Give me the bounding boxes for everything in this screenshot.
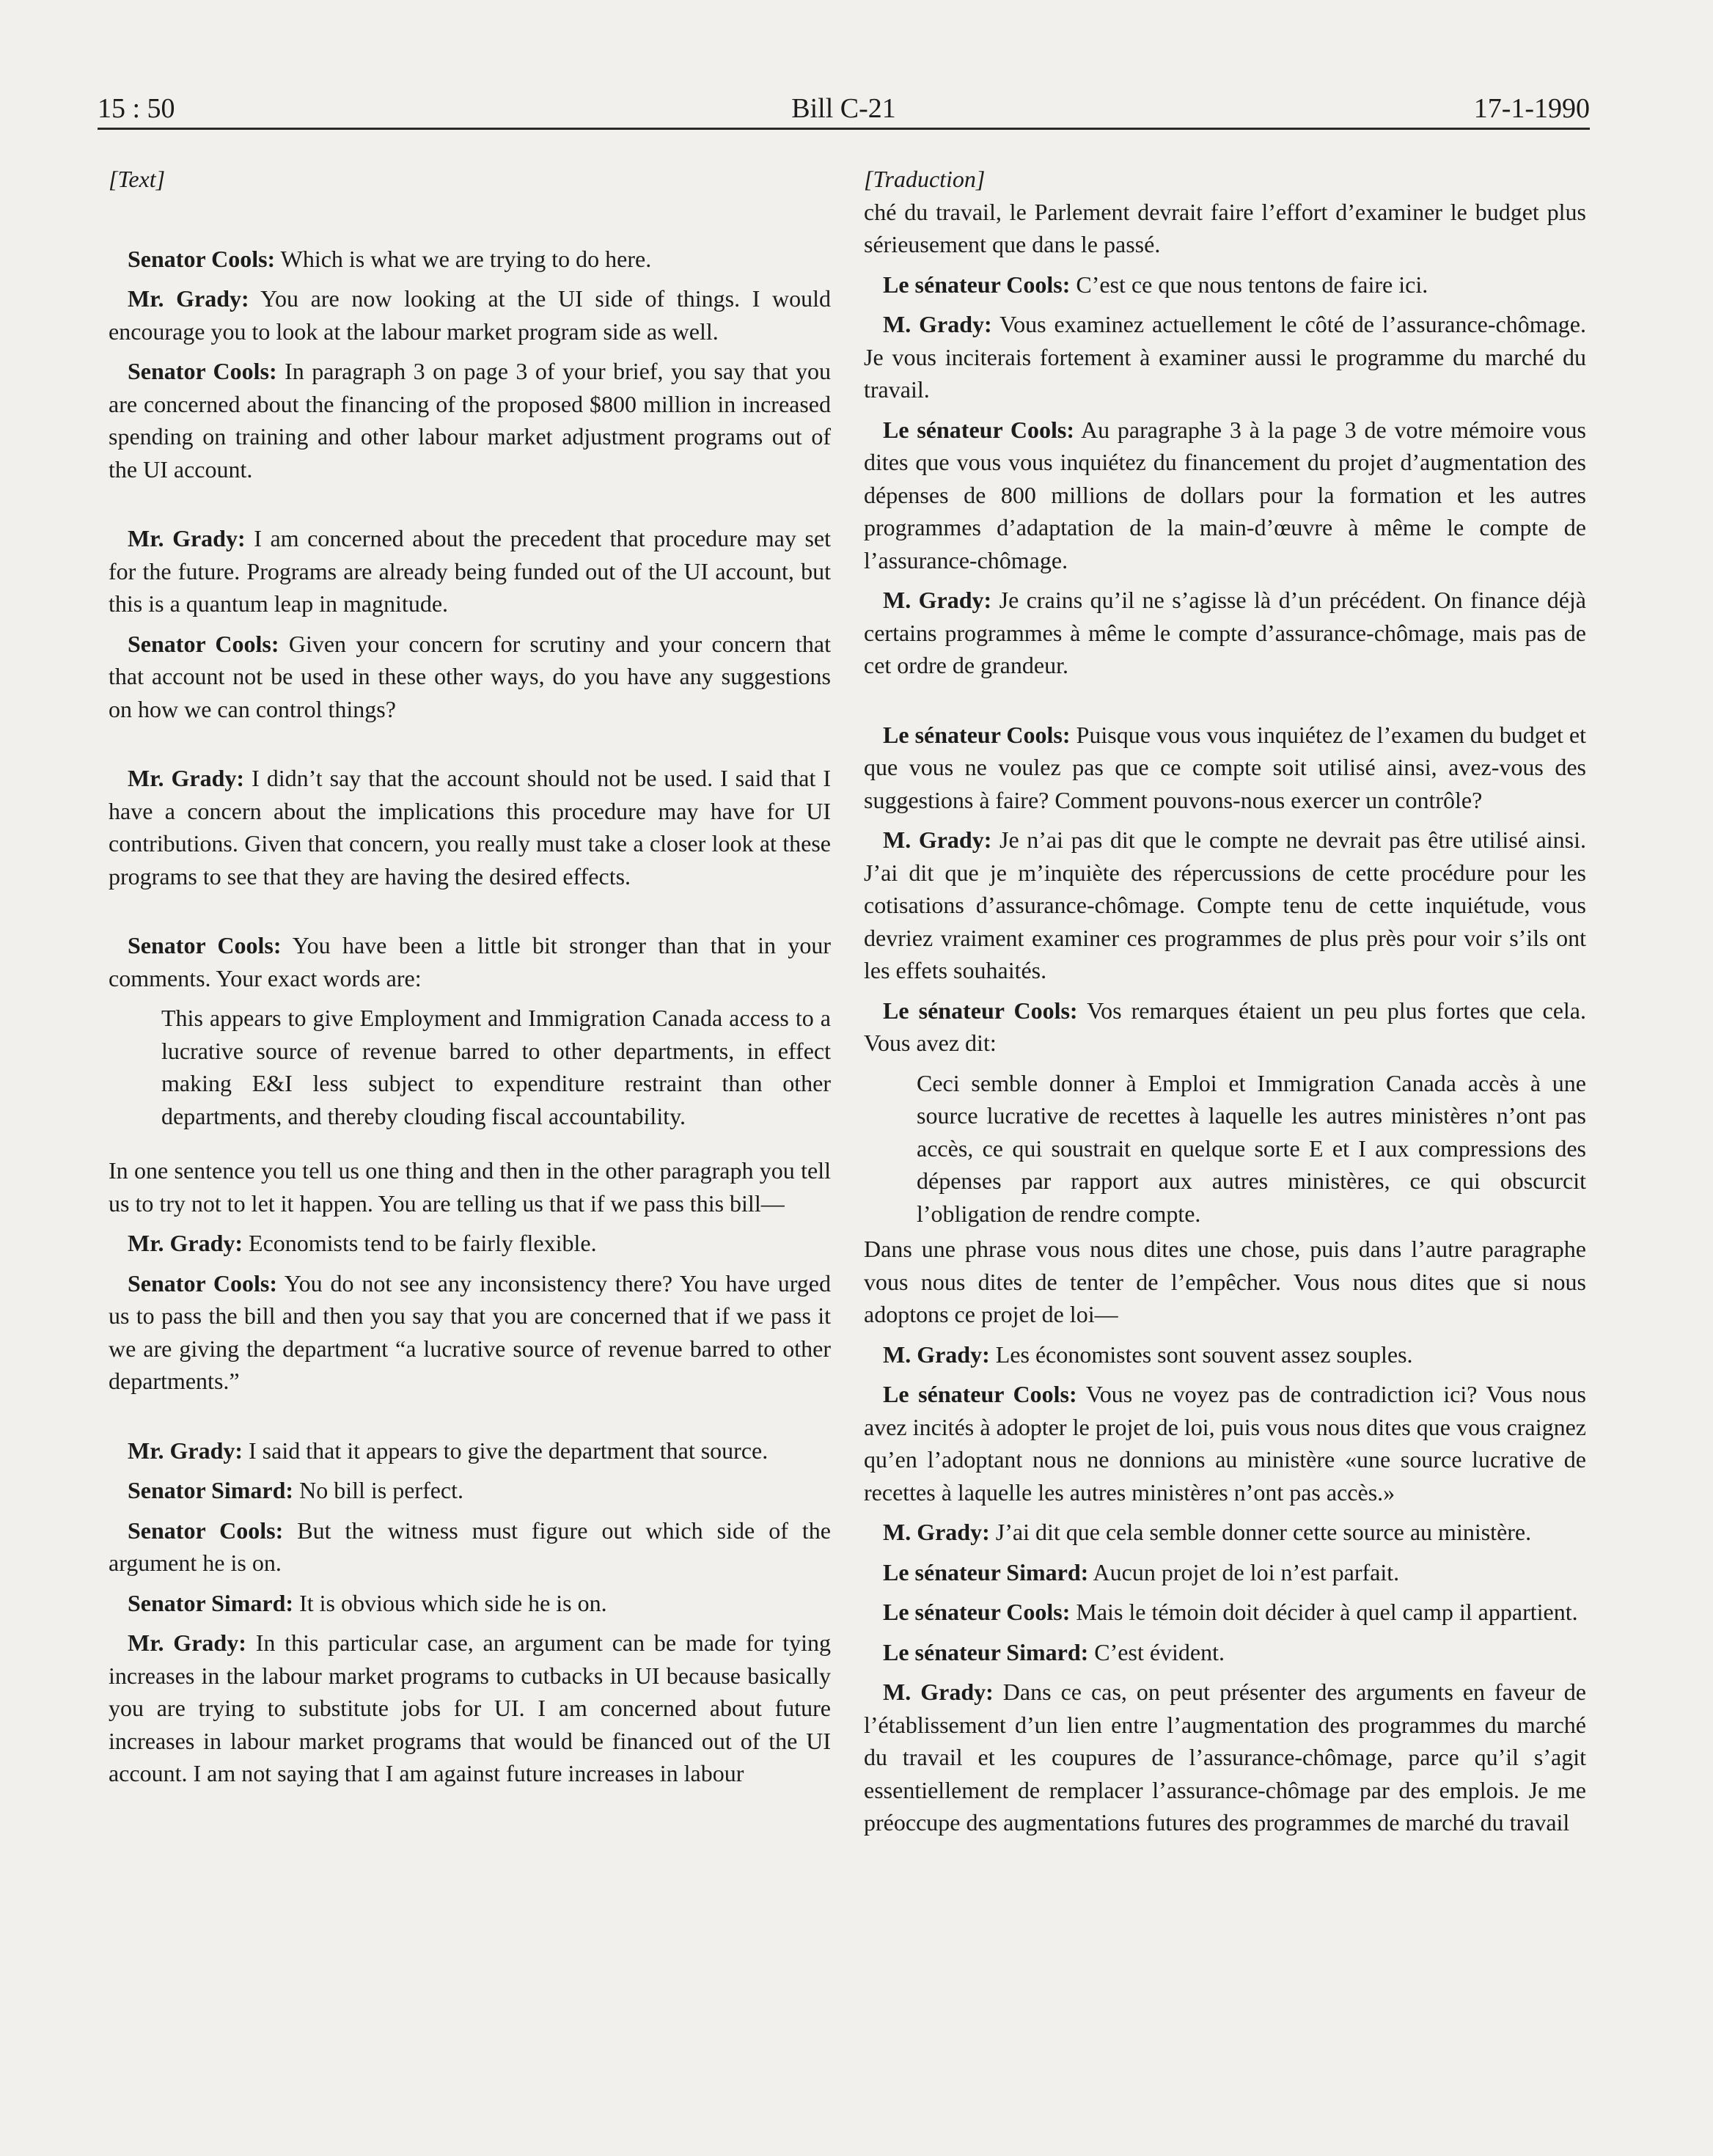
speaker-name: Senator Simard: xyxy=(128,1589,294,1616)
speaker-name: Senator Cools: xyxy=(128,358,277,384)
paragraph xyxy=(109,1627,831,1790)
paragraph xyxy=(109,929,831,994)
speech-text: I said that it appears to give the department that source. xyxy=(243,1437,769,1464)
speaker-name: Mr. Grady: xyxy=(128,1230,243,1256)
speaker-name: Le sénateur Cools: xyxy=(883,997,1078,1024)
speaker-name: Le sénateur Cools: xyxy=(883,1381,1077,1407)
page-number: 15 : 50 xyxy=(98,93,175,124)
paragraph xyxy=(109,628,831,726)
block-quote: This appears to give Employment and Immigration Canada access to a lucrative source of revenue barred to other departments, in effect making E&I less subject to expenditure restraint than other departments, and thereby clouding fiscal accountability. xyxy=(161,1005,831,1129)
speech-text: Economists tend to be fairly flexible. xyxy=(243,1230,597,1256)
speaker-name: M. Grady: xyxy=(883,826,992,853)
speech-text: In this particular case, an argument can be made for tying increases in the labour market programs to cutbacks in UI because basically you are trying to substitute jobs for UI. I am concerned about future increases in labour market programs that would be financed out of the UI account. I am not saying that I am against future increases in labour xyxy=(109,1629,832,1786)
speaker-name: Mr. Grady: xyxy=(128,765,245,791)
paragraph xyxy=(864,1556,1586,1589)
paragraph xyxy=(864,414,1586,577)
paragraph xyxy=(109,282,831,348)
speaker-name: Le sénateur Simard: xyxy=(883,1558,1089,1585)
speaker-name: M. Grady: xyxy=(883,1519,990,1545)
speech-text: You have been a little bit stronger than that in your comments. Your exact words are: xyxy=(109,932,832,991)
page-header xyxy=(98,81,1590,128)
speaker-name: Senator Cools: xyxy=(128,245,276,272)
speaker-name: M. Grady: xyxy=(883,1679,994,1705)
speech-text: In paragraph 3 on page 3 of your brief, you say that you are concerned about the financing of the proposed $800 million in increased spending on training and other labour market adjustment programs out of the UI account. xyxy=(109,358,832,483)
paragraph xyxy=(109,1587,831,1620)
speech-text: You are now looking at the UI side of things. I would encourage you to look at the labour market program side as well. xyxy=(109,285,832,345)
paragraph xyxy=(864,1516,1586,1549)
paragraph xyxy=(109,243,831,276)
speech-text: Je crains qu’il ne s’agisse là d’un précédent. On finance déjà certains programmes à même le compte d’assurance-chômage, mais pas de cet ordre de grandeur. xyxy=(864,587,1587,678)
header-date: 17-1-1990 xyxy=(1473,93,1590,124)
paragraph xyxy=(109,1227,831,1260)
speech-text: Les économistes sont souvent assez souples. xyxy=(989,1341,1413,1368)
block-quote: Ceci semble donner à Emploi et Immigration Canada accès à une source lucrative de recettes à laquelle les autres ministères n’ont pas accès, ce qui soustrait en quelque sorte E et I aux compressions des dépenses par rapport aux autres ministères, ce qui obscurcit l’obligation de rendre compte. xyxy=(917,1069,1586,1227)
speaker-name: Mr. Grady: xyxy=(128,285,249,312)
speaker-name: Senator Cools: xyxy=(128,630,279,657)
speaker-name: Le sénateur Cools: xyxy=(883,271,1071,298)
paragraph xyxy=(864,1378,1586,1508)
paragraph: ché du travail, le Parlement devrait faire l’effort d’examiner le budget plus sérieusement que dans le passé. xyxy=(864,198,1586,257)
speaker-name: Mr. Grady: xyxy=(128,1437,243,1464)
paragraph xyxy=(864,1676,1586,1839)
speaker-name: Le sénateur Cools: xyxy=(883,416,1074,443)
speech-text: But the witness must figure out which side of the argument he is on. xyxy=(109,1517,832,1576)
speaker-name: Le sénateur Cools: xyxy=(883,1599,1071,1625)
paragraph: In one sentence you tell us one thing and then in the other paragraph you tell us to try not to let it happen. You are telling us that if we pass this bill— xyxy=(109,1157,831,1217)
speech-text: J’ai dit que cela semble donner cette source au ministère. xyxy=(989,1519,1532,1545)
speech-text: Aucun projet de loi n’est parfait. xyxy=(1088,1558,1400,1585)
speech-text: Vos remarques étaient un peu plus fortes que cela. Vous avez dit: xyxy=(864,997,1587,1056)
speech-text: Puisque vous vous inquiétez de l’examen du budget et que vous ne voulez pas que ce compte soit utilisé ainsi, avez-vous des suggestions à faire? Comment pouvons-nous exercer un contrôle? xyxy=(864,721,1587,813)
paragraph xyxy=(864,584,1586,682)
paragraph xyxy=(109,1474,831,1507)
speech-text: Vous ne voyez pas de contradiction ici? Vous nous avez incités à adopter le projet de loi, puis vous nous dites que vous craignez qu’en l’adoptant nous ne donnions au ministère «une source lucrative de recettes à laquelle les autres ministères n’ont pas accès.» xyxy=(864,1381,1587,1506)
paragraph xyxy=(109,762,831,892)
english-column xyxy=(109,163,831,1797)
speaker-name: Le sénateur Cools: xyxy=(883,721,1071,748)
paragraph: Dans une phrase vous nous dites une chose, puis dans l’autre paragraphe vous nous dites de tenter de l’empêcher. Vous nous dites que si nous adoptons ce projet de loi— xyxy=(864,1236,1586,1327)
paragraph xyxy=(864,1338,1586,1371)
paragraph xyxy=(109,1434,831,1467)
paragraph xyxy=(109,1267,831,1398)
paragraph xyxy=(109,355,831,485)
header-rule xyxy=(98,128,1590,130)
paragraph xyxy=(864,268,1586,301)
paragraph xyxy=(864,308,1586,406)
speaker-name: M. Grady: xyxy=(883,1341,990,1368)
speech-text: Dans ce cas, on peut présenter des arguments en faveur de l’établissement d’un lien entre l’augmentation des programmes du marché du travail et les coupures de l’assurance-chômage, parce qu’il s’agit essentiellement de remplacer l’assurance-chômage par des emplois. Je me préoccupe des augmentations futures des programmes de marché du travail xyxy=(864,1679,1587,1836)
speaker-name: M. Grady: xyxy=(883,311,992,337)
speech-text: Au paragraphe 3 à la page 3 de votre mémoire vous dites que vous vous inquiétez du financement du projet d’augmentation des dépenses de 800 millions de dollars pour la formation et les autres programmes d’adaptation de la main-d’œuvre à même le compte de l’assurance-chômage. xyxy=(864,416,1587,573)
paragraph xyxy=(864,994,1586,1060)
speaker-name: M. Grady: xyxy=(883,587,992,613)
speech-text: Which is what we are trying to do here. xyxy=(275,245,652,272)
column-tag: [Traduction] xyxy=(864,166,986,192)
speech-text: No bill is perfect. xyxy=(293,1477,464,1503)
paragraph xyxy=(864,1636,1586,1669)
paragraph xyxy=(109,522,831,620)
speech-text: It is obvious which side he is on. xyxy=(293,1589,607,1616)
speech-text: I am concerned about the precedent that procedure may set for the future. Programs are already being funded out of the UI account, but this is a quantum leap in magnitude. xyxy=(109,525,832,617)
speech-text: Vous examinez actuellement le côté de l’assurance-chômage. Je vous inciterais fortement à examiner aussi le programme du marché du travail. xyxy=(864,311,1587,403)
speaker-name: Mr. Grady: xyxy=(128,1629,246,1656)
paragraph xyxy=(864,824,1586,987)
speaker-name: Senator Cools: xyxy=(128,1517,284,1544)
speech-text: C’est ce que nous tentons de faire ici. xyxy=(1070,271,1428,298)
speech-text: I didn’t say that the account should not be used. I said that I have a concern about the implications this procedure may have for UI contributions. Given that concern, you really must take a closer look at these programs to see that they are having the desired effects. xyxy=(109,765,832,890)
speaker-name: Mr. Grady: xyxy=(128,525,246,551)
speech-text: Je n’ai pas dit que le compte ne devrait pas être utilisé ainsi. J’ai dit que je m’inquiète des répercussions de cette procédure pour les cotisations d’assurance-chômage. Compte tenu de cette inquiétude, vous devriez vraiment examiner ces programmes de plus près pour voir s’ils ont les effets souhaités. xyxy=(864,826,1587,983)
speech-text: You do not see any inconsistency there? You have urged us to pass the bill and then you say that you are concerned that if we pass it we are giving the department “a lucrative source of revenue barred to other departments.” xyxy=(109,1269,832,1394)
speech-text: Given your concern for scrutiny and your concern that that account not be used in these other ways, do you have any suggestions on how we can control things? xyxy=(109,630,832,722)
speaker-name: Senator Simard: xyxy=(128,1477,294,1503)
speech-text: Mais le témoin doit décider à quel camp il appartient. xyxy=(1070,1599,1578,1625)
paragraph xyxy=(109,1514,831,1580)
running-title: Bill C-21 xyxy=(791,93,896,124)
speaker-name: Le sénateur Simard: xyxy=(883,1638,1089,1665)
french-column xyxy=(864,163,1586,1847)
paragraph xyxy=(864,1596,1586,1629)
speech-text: C’est évident. xyxy=(1088,1638,1225,1665)
speaker-name: Senator Cools: xyxy=(128,1269,278,1297)
speaker-name: Senator Cools: xyxy=(128,932,282,958)
column-tag: [Text] xyxy=(109,166,166,192)
paragraph xyxy=(864,719,1586,817)
